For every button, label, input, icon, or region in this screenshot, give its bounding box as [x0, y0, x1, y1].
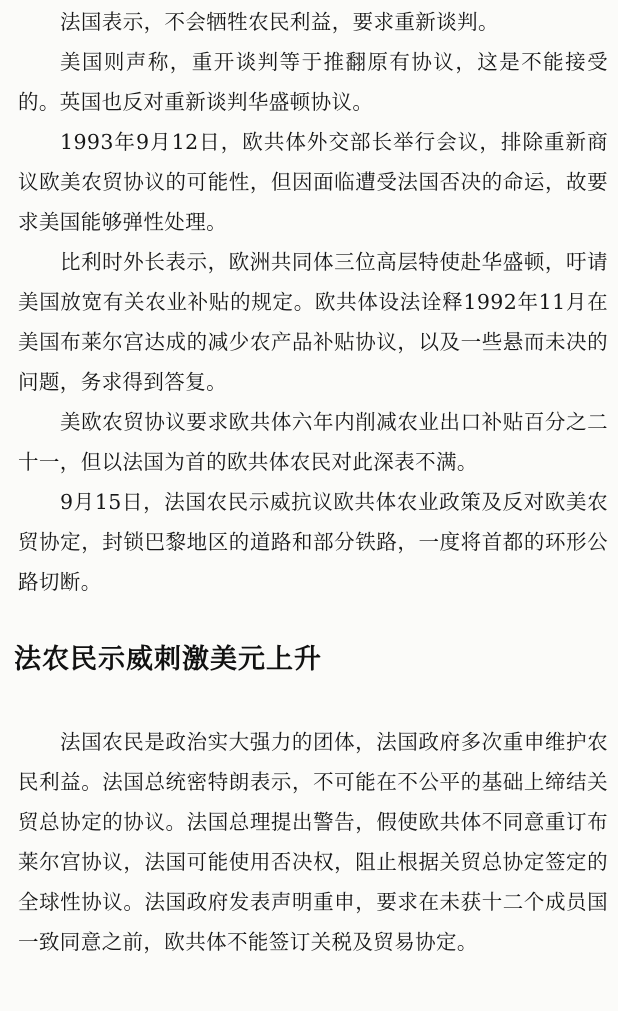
paragraph-2: 美国则声称，重开谈判等于推翻原有协议，这是不能接受的。英国也反对重新谈判华盛顿协议。 [18, 50, 608, 114]
paragraph-3: 1993年9月12日，欧共体外交部长举行会议，排除重新商议欧美农贸协议的可能性，但因面临遭受法国否决的命运，故要求美国能够弹性处理。 [18, 130, 608, 234]
paragraph-1: 法国表示，不会牺牲农民利益，要求重新谈判。 [60, 10, 499, 34]
paragraph-4: 比利时外长表示，欧洲共同体三位高层特使赴华盛顿，吁请美国放宽有关农业补贴的规定。欧共体设法诠释1992年11月在美国布莱尔宫达成的减少农产品补贴协议，以及一些悬而未决的问题，务求得到答复。 [18, 250, 608, 394]
section-paragraph-1: 法国农民是政治实大强力的团体，法国政府多次重申维护农民利益。法国总统密特朗表示，不可能在不公平的基础上缔结关贸总协定的协议。法国总理提出警告，假使欧共体不同意重订布莱尔宫协议，法国可能使用否决权，阻止根据关贸总协定签定的全球性协议。法国政府发表声明重申，要求在未获十二个成员国一致同意之前，欧共体不能签订关税及贸易协定。 [18, 730, 608, 954]
paragraph-6: 9月15日，法国农民示威抗议欧共体农业政策及反对欧美农贸协定，封锁巴黎地区的道路和部分铁路，一度将首都的环形公路切断。 [18, 490, 608, 594]
section-heading: 法农民示威刺激美元上升 [14, 644, 322, 675]
paragraph-5: 美欧农贸协议要求欧共体六年内削减农业出口补贴百分之二十一，但以法国为首的欧共体农民对此深表不满。 [18, 410, 608, 474]
